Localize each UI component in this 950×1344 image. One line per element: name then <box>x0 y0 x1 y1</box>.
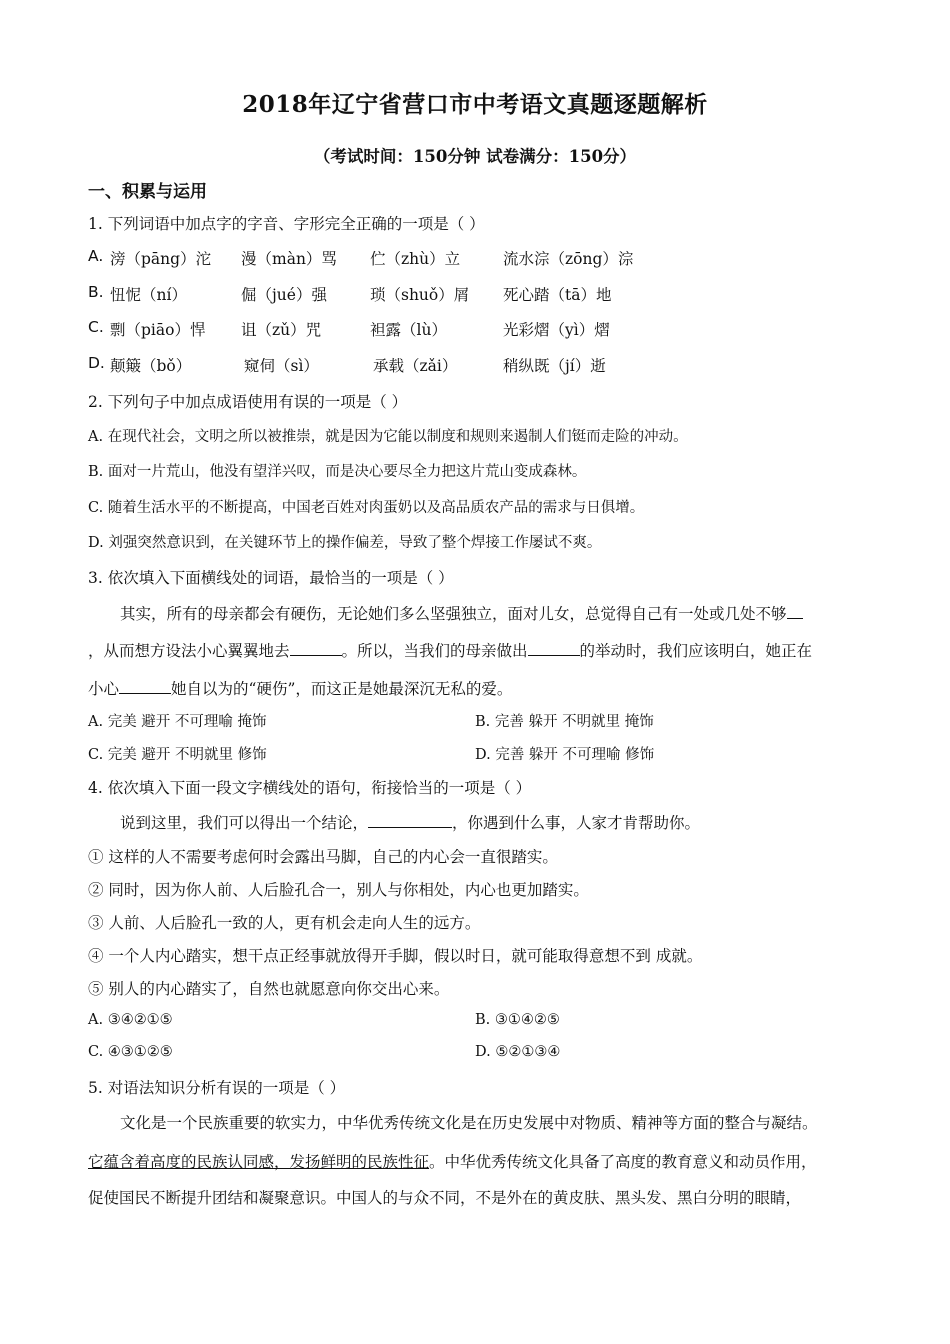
q1-option-c-word1: 剽（piāo）悍 <box>110 321 206 339</box>
q4-sentence-4: ④ 一个人内心踏实，想干点正经事就放得开手脚，假以时日，就可能取得意想不到 成就。 <box>88 947 703 965</box>
q1-option-b-word3: 琐（shuǒ）屑 <box>370 286 470 304</box>
q4-stem: 4. 依次填入下面一段文字横线处的语句，衔接恰当的一项是（ ） <box>88 779 532 797</box>
q3-passage-text1: 其实，所有的母亲都会有硬伤，无论她们多么坚强独立，面对儿女，总觉得自己有一处或几处不够 <box>120 605 787 623</box>
q1-stem: 1. 下列词语中加点字的字音、字形完全正确的一项是（ ） <box>88 215 485 233</box>
q1-option-d-word4: 稍纵既（jí）逝 <box>503 357 606 375</box>
q3-passage-text2b: 。所以，当我们的母亲做出 <box>341 642 528 660</box>
q1-option-c-label: C. <box>88 318 104 336</box>
q4-option-c: C. ④③①②⑤ <box>88 1044 173 1060</box>
q1-option-b-word2: 倔（jué）强 <box>241 286 327 304</box>
q1-option-c-word4: 光彩熠（yì）熠 <box>503 321 610 339</box>
q1-option-a-word4: 流水淙（zōng）淙 <box>503 250 634 268</box>
q1-option-c-word2: 诅（zǔ）咒 <box>241 321 322 339</box>
q3-passage-text3b: 她自以为的“硬伤”，而这正是她最深沉无私的爱。 <box>171 680 513 698</box>
q1-option-d-word3: 承载（zǎi） <box>373 357 458 375</box>
q3-blank-3 <box>528 641 580 656</box>
q4-blank <box>368 813 452 828</box>
q1-option-d-word2: 窥伺（sì） <box>244 357 319 375</box>
exam-info: （考试时间：150分钟 试卷满分：150分） <box>313 147 637 166</box>
q5-stem: 5. 对语法知识分析有误的一项是（ ） <box>88 1079 346 1097</box>
q3-option-a: A. 完美 避开 不可理喻 掩饰 <box>88 714 267 730</box>
q4-passage-text1: 说到这里，我们可以得出一个结论， <box>120 814 369 832</box>
q4-sentence-3: ③ 人前、人后脸孔一致的人，更有机会走向人生的远方。 <box>88 914 481 932</box>
q1-option-a-word3: 伫（zhù）立 <box>370 250 461 268</box>
q3-option-c: C. 完美 避开 不明就里 修饰 <box>88 747 267 763</box>
q4-passage <box>88 811 700 833</box>
q3-blank-2 <box>290 641 342 656</box>
q3-passage-line3 <box>88 677 512 699</box>
q1-option-d-word1: 颠簸（bǒ） <box>110 357 192 375</box>
q3-option-d: D. 完善 躲开 不可理喻 修饰 <box>475 747 655 763</box>
q5-underlined-sentence: 它蕴含着高度的民族认同感，发扬鲜明的民族性征 <box>88 1153 430 1171</box>
q5-passage-text1: 文化是一个民族重要的软实力，中华优秀传统文化是在历史发展中对物质、精神等方面的整合与凝结。 <box>120 1114 818 1132</box>
q3-passage-line2 <box>88 639 812 661</box>
q5-passage-text2: 。中华优秀传统文化具备了高度的教育意义和动员作用， <box>429 1153 817 1171</box>
q2-option-c: C. 随着生活水平的不断提高，中国老百姓对肉蛋奶以及高品质农产品的需求与日俱增。 <box>88 500 645 516</box>
q5-passage-line2 <box>88 1150 817 1172</box>
q3-passage-text2a: ，从而想方设法小心翼翼地去 <box>88 642 290 660</box>
q4-sentence-5: ⑤ 别人的内心踏实了，自然也就愿意向你交出心来。 <box>88 980 450 998</box>
q1-option-b-label: B. <box>88 283 104 301</box>
q4-option-b: B. ③①④②⑤ <box>475 1012 560 1028</box>
q4-sentence-1: ① 这样的人不需要考虑何时会露出马脚，自己的内心会一直很踏实。 <box>88 848 558 866</box>
q5-passage-line1 <box>88 1111 818 1133</box>
q5-passage-line3: 促使国民不断提升团结和凝聚意识。中国人的与众不同，不是外在的黄皮肤、黑头发、黑白分明的眼睛， <box>88 1189 802 1207</box>
section-heading: 一、积累与运用 <box>88 182 207 202</box>
q1-option-c-word3: 袒露（lù） <box>370 321 447 339</box>
q1-option-a-word1: 滂（pāng）沱 <box>110 250 212 268</box>
q3-blank-1 <box>787 604 803 619</box>
q4-option-a: A. ③④②①⑤ <box>88 1012 173 1028</box>
q3-passage-line1 <box>88 602 803 624</box>
q1-option-b-word4: 死心踏（tā）地 <box>503 286 612 304</box>
q3-passage-text2c: 的举动时，我们应该明白，她正在 <box>579 642 813 660</box>
q2-option-b: B. 面对一片荒山，他没有望洋兴叹，而是决心要尽全力把这片荒山变成森林。 <box>88 464 587 480</box>
page-title: 2018年辽宁省营口市中考语文真题逐题解析 <box>242 91 708 118</box>
q4-sentence-2: ② 同时，因为你人前、人后脸孔合一，别人与你相处，内心也更加踏实。 <box>88 881 589 899</box>
q1-option-d-label: D. <box>88 354 105 372</box>
q2-option-a: A. 在现代社会，文明之所以被推崇，就是因为它能以制度和规则来遏制人们铤而走险的冲动。 <box>88 429 688 445</box>
q1-option-b-word1: 忸怩（ní） <box>110 286 187 304</box>
q1-option-a-label: A. <box>88 247 104 265</box>
q3-stem: 3. 依次填入下面横线处的词语，最恰当的一项是（ ） <box>88 569 454 587</box>
q3-passage-text3a: 小心 <box>88 680 120 698</box>
q1-option-a-word2: 漫（màn）骂 <box>241 250 337 268</box>
q4-passage-text2: ，你遇到什么事，人家才肯帮助你。 <box>452 814 701 832</box>
q2-stem: 2. 下列句子中加点成语使用有误的一项是（ ） <box>88 393 408 411</box>
q2-option-d: D. 刘强突然意识到，在关键环节上的操作偏差，导致了整个焊接工作屡试不爽。 <box>88 535 602 551</box>
q4-option-d: D. ⑤②①③④ <box>475 1044 561 1060</box>
q3-blank-4 <box>119 679 171 694</box>
q3-option-b: B. 完善 躲开 不明就里 掩饰 <box>475 714 654 730</box>
